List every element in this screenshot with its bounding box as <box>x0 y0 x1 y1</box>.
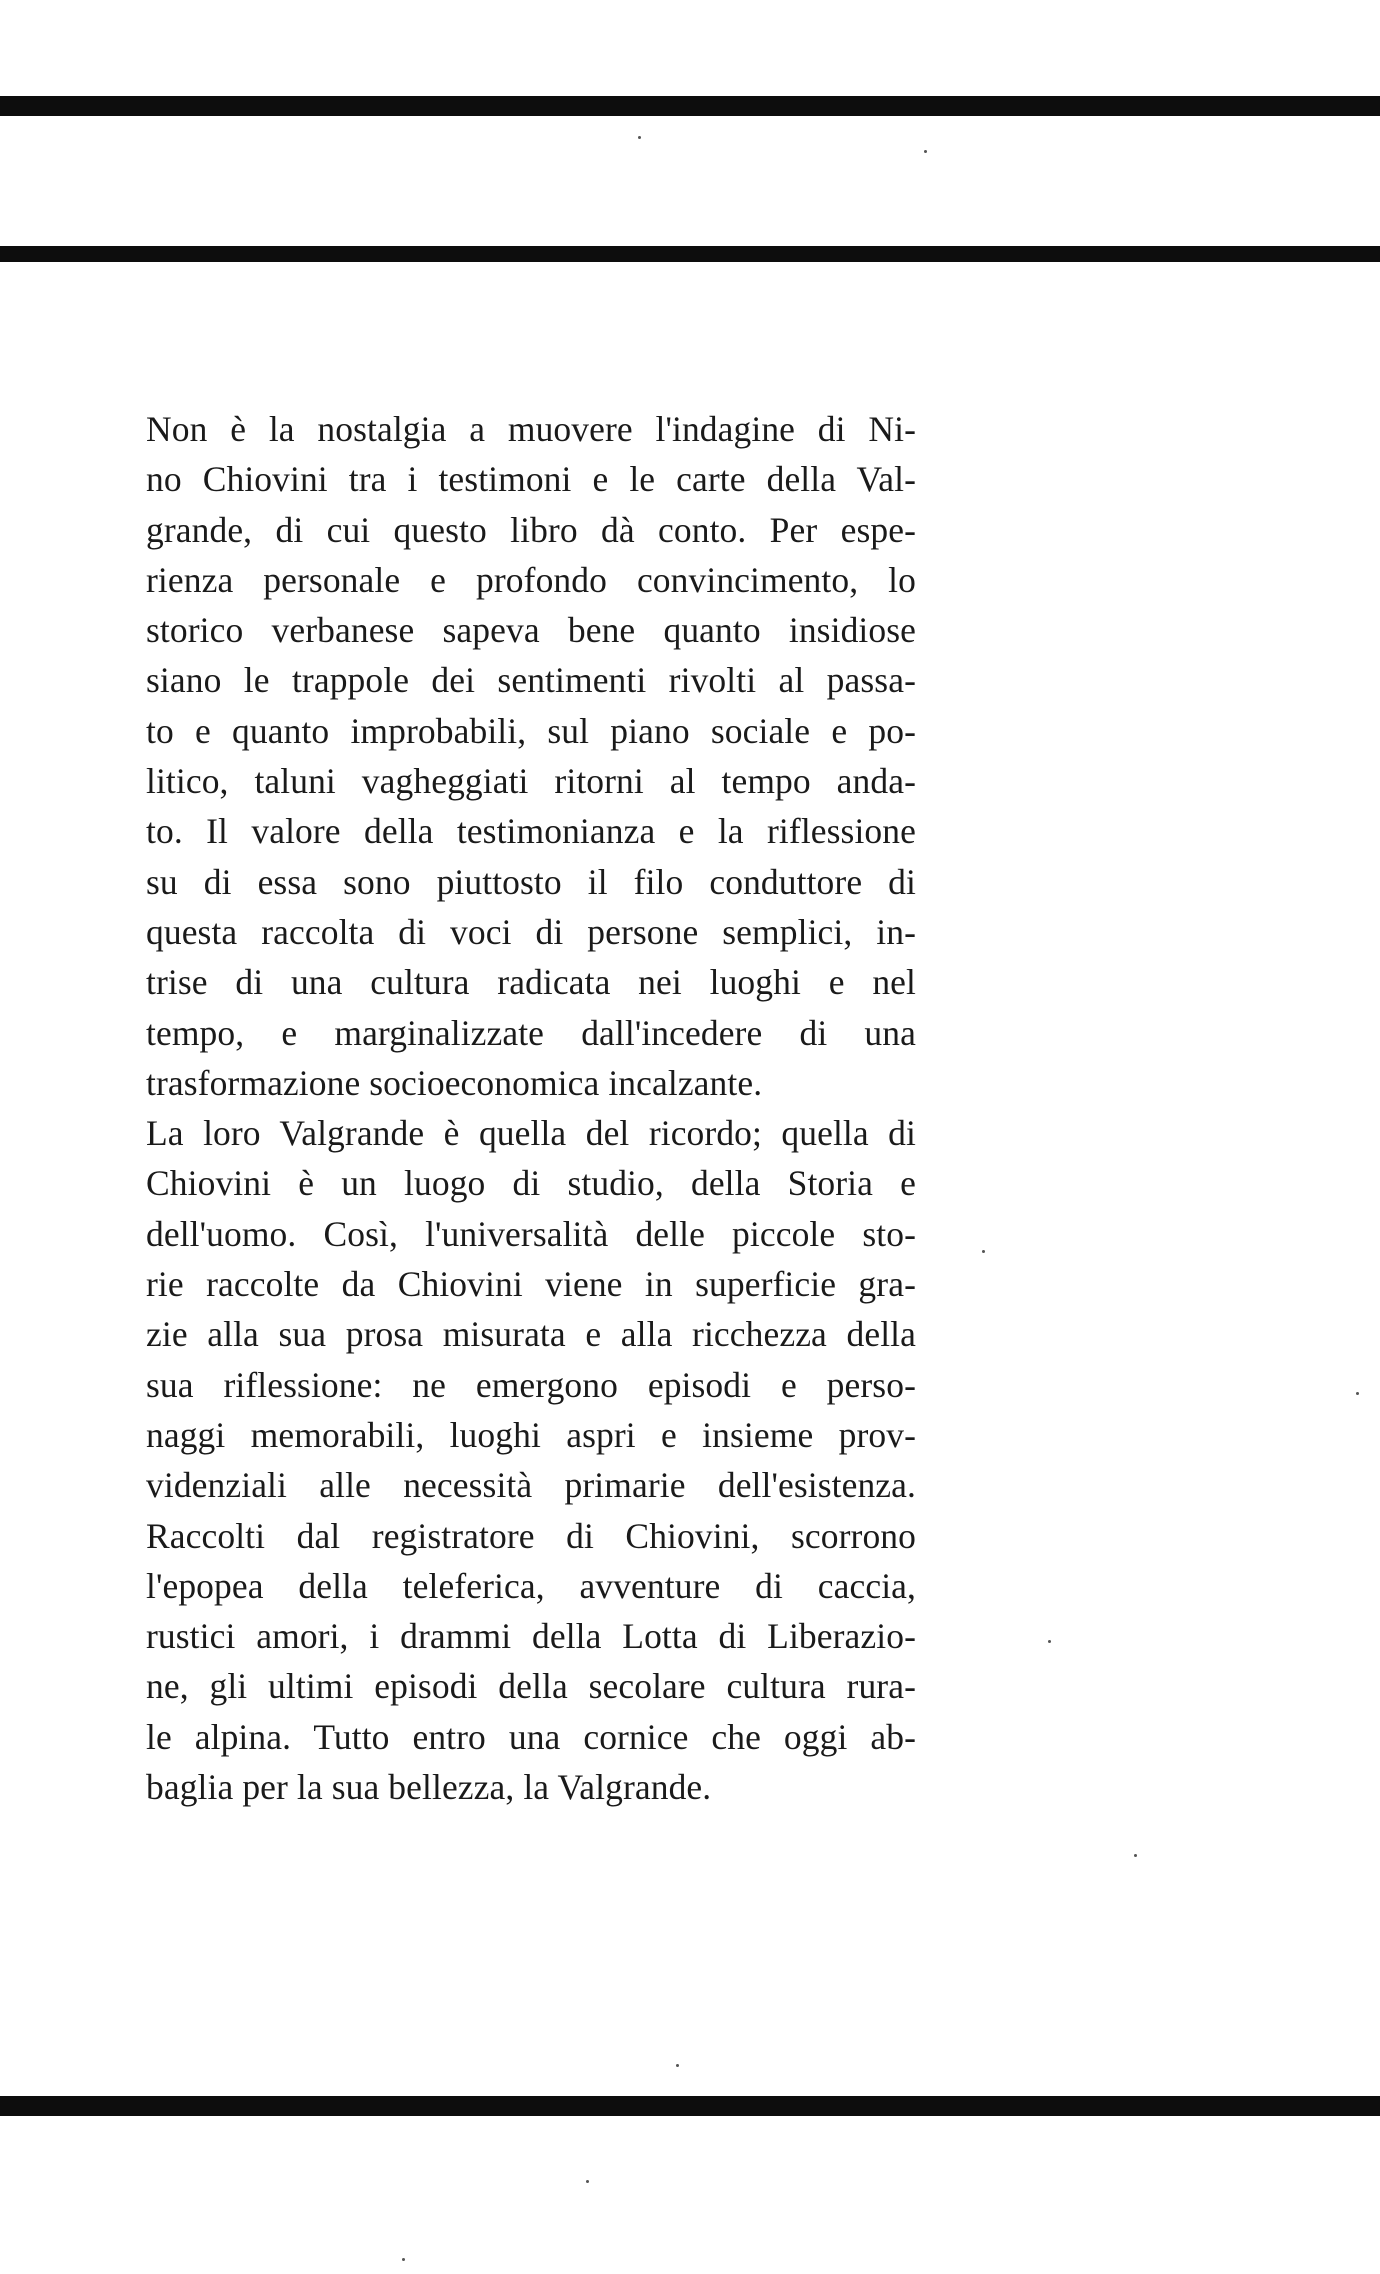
text-line: Non è la nostalgia a muovere l'indagine di Ni- <box>146 409 916 449</box>
text-line: to. Il valore della testimonianza e la riflessione <box>146 811 916 852</box>
scan-speck <box>638 136 641 139</box>
text-line: sua riflessione: ne emergono episodi e perso- <box>146 1364 916 1405</box>
scan-speck <box>402 2258 405 2261</box>
text-line: grande, di cui questo libro dà conto. Per espe- <box>146 509 916 550</box>
text-line: naggi memorabili, luoghi aspri e insieme prov- <box>146 1414 916 1455</box>
bottom-border-rule <box>0 2096 1380 2116</box>
text-line: su di essa sono piuttosto il filo conduttore di <box>146 861 916 902</box>
text-line: questa raccolta di voci di persone semplici, in- <box>146 911 916 952</box>
text-line: zie alla sua prosa misurata e alla ricchezza della <box>146 1314 916 1355</box>
text-line: rienza personale e profondo convincimento, lo <box>146 559 916 600</box>
scan-speck <box>676 2064 679 2067</box>
text-line: Raccolti dal registratore di Chiovini, scorrono <box>146 1515 916 1556</box>
top-border-rule <box>0 96 1380 116</box>
scan-speck <box>1048 1640 1051 1643</box>
text-line: rustici amori, i drammi della Lotta di Liberazio- <box>146 1616 916 1657</box>
body-text <box>146 404 916 1812</box>
text-line: videnziali alle necessità primarie dell'esistenza. <box>146 1465 916 1506</box>
scan-speck <box>586 2180 589 2183</box>
text-line: La loro Valgrande è quella del ricordo; quella di <box>146 1113 916 1154</box>
text-line: litico, taluni vagheggiati ritorni al tempo anda- <box>146 761 916 802</box>
text-line: ne, gli ultimi episodi della secolare cultura rura- <box>146 1666 916 1707</box>
scan-speck <box>1356 1392 1359 1395</box>
text-line: to e quanto improbabili, sul piano sociale e po- <box>146 710 916 751</box>
scan-speck <box>982 1250 985 1253</box>
scan-speck <box>924 150 927 153</box>
text-line: dell'uomo. Così, l'universalità delle piccole sto- <box>146 1213 916 1254</box>
paragraph-end-line: trasformazione socioeconomica incalzante. <box>146 1062 763 1103</box>
text-line: siano le trappole dei sentimenti rivolti al passa- <box>146 660 916 701</box>
text-line: no Chiovini tra i testimoni e le carte della Val- <box>146 459 916 500</box>
text-line: trise di una cultura radicata nei luoghi e nel <box>146 962 916 1003</box>
scan-speck <box>1134 1854 1137 1857</box>
paragraph-end-line: baglia per la sua bellezza, la Valgrande. <box>146 1767 712 1808</box>
text-line: Chiovini è un luogo di studio, della Storia e <box>146 1163 916 1204</box>
top-divider-rule <box>0 246 1380 262</box>
text-line: tempo, e marginalizzate dall'incedere di una <box>146 1012 916 1053</box>
text-line: le alpina. Tutto entro una cornice che oggi ab- <box>146 1716 916 1757</box>
text-line: storico verbanese sapeva bene quanto insidiose <box>146 610 916 651</box>
text-line: l'epopea della teleferica, avventure di caccia, <box>146 1565 916 1606</box>
text-line: rie raccolte da Chiovini viene in superficie gra- <box>146 1264 916 1305</box>
